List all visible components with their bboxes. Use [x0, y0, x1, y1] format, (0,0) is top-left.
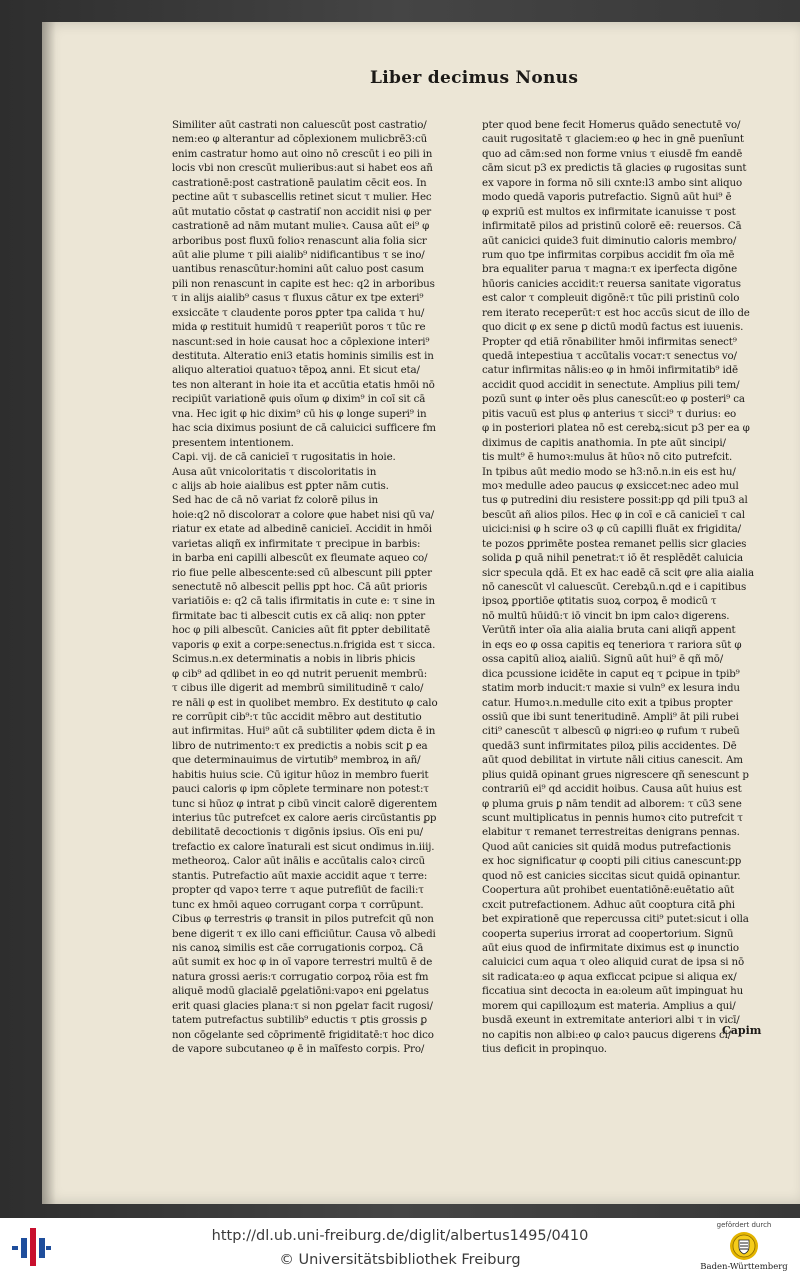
text-line: tatem putrefactus subtilib⁹ eductis τ ꝑtis grossis ꝑ — [172, 1014, 427, 1027]
text-line: modo quedā vaporis putrefactio. Signū aūt hui⁹ ē — [482, 191, 732, 204]
text-line: Scimus.n.ex determinatis a nobis in libris phicis — [172, 653, 416, 666]
text-line: hūoris canicies accidit:τ reuersa sanitate vigoratus — [482, 277, 741, 290]
text-line: bene digerit τ ex illo cani efficiūtur. Causa vō albedi — [172, 927, 436, 940]
text-line: libro de nutrimento:τ ex predictis a nobis scit ꝑ ea — [172, 739, 428, 752]
text-line: castrationē:post castrationē paulatim cēcit eos. In — [172, 176, 427, 189]
text-line: aūt quod debilitat in virtute nāli citius canescit. Am — [482, 754, 743, 767]
text-line: tus φ putredini diu resistere possit:ꝑp qd pili tpu3 al — [482, 494, 748, 507]
text-line: Coopertura aūt prohibet euentatiōnē:euētatio aūt — [482, 884, 735, 897]
text-line: ipsoꝝ ꝑportiōe φtitatis suoꝝ corpoꝝ ē modicū τ — [482, 595, 717, 608]
text-line: no capitis non albi:eo φ caloꝛ paucus digerens ci/ — [482, 1028, 732, 1041]
text-line: scunt multiplicatus in pennis humoꝛ cito putrefcit τ — [482, 812, 743, 824]
text-line: accidit quod accidit in senectute. Amplius pili tem/ — [482, 378, 740, 391]
text-line: φ cib⁹ ad qdlibet in eo qd nutrit peruenit membrū: — [172, 667, 428, 680]
text-line: sicr specula qdā. Et ex hac eadē cā scit φre alia aialia — [482, 566, 755, 579]
footer-bar — [0, 1218, 800, 1275]
text-line: pili non renascunt in capite est hec: q2 in arboribus — [172, 277, 435, 290]
text-line: sit radicata:eo φ aqua exficcat pcipue si aliqua ex/ — [482, 970, 737, 983]
sponsor-label: gefördert durch — [716, 1221, 772, 1229]
coat-of-arms-icon — [729, 1231, 759, 1261]
sponsor-block — [694, 1221, 794, 1272]
text-line: vaporis φ exit a corpe:senectus.n.frigida est τ sicca. — [172, 638, 436, 651]
text-line: senectutē nō albescit pellis ꝑpt hoc. Cā aūt prioris — [172, 581, 428, 593]
text-line: φ in posteriori platea nō est cerebꝝ:sicut p3 per ea φ — [482, 422, 750, 435]
text-line: τ in alijs aialib⁹ casus τ fluxus cātur ex tpe exteri⁹ — [172, 292, 424, 305]
text-line: que determinauimus de virtutib⁹ membroꝝ in añ/ — [172, 754, 421, 767]
text-line: locis vbi non crescūt mulieribus:aut si habet eos añ — [172, 162, 433, 175]
text-line: catur. Humoꝛ.n.medulle cito exit a tpibus propter — [482, 696, 733, 709]
text-line: Similiter aūt castrati non caluescūt post castratio/ — [172, 119, 427, 131]
text-line: bescūt añ alios pilos. Hec φ in coī e cā canicieī τ cal — [482, 508, 745, 521]
text-line: exsiccāte τ claudente poros ꝑpter tpa calida τ hu/ — [172, 306, 425, 319]
text-line: vna. Hec igit φ hic dixim⁹ cū his φ longe superi⁹ in — [172, 407, 427, 420]
text-line: de vapore subcutaneo φ ē in maīfesto corpis. Pro/ — [172, 1043, 425, 1055]
text-line: tis mult⁹ ē humoꝛ:mulus āt hūoꝛ nō cito putrefcit. — [482, 451, 733, 464]
text-line: In tpibus aūt medio modo se h3:nō.n.in eis est hu/ — [482, 465, 736, 478]
sponsor-name: Baden-Württemberg — [700, 1262, 788, 1272]
text-line: riatur ex etate ad albedinē canicieī. Accidit in hmōi — [172, 523, 432, 536]
text-line: moꝛ medulle adeo paucus φ exsiccet:nec adeo mul — [482, 479, 739, 492]
text-line: hoie:q2 nō discoloraт a colore φue habet nisi qū va/ — [172, 508, 434, 521]
text-line: aliquē modū glacialē ꝑgelatiōni:vapoꝛ eni ꝑgelatus — [172, 985, 429, 998]
text-line: natura grossi aeris:τ corrugatio corpoꝝ rōia est fm — [172, 970, 429, 983]
text-line: aūt sumit ex hoc φ in oī vapore terrestri multū ē de — [172, 956, 433, 969]
text-line: pitis vacuū est plus φ anterius τ sicci⁹ τ durius: eo — [482, 407, 737, 420]
text-line: re corrūpit cib⁹:τ tūc accidit mēbro aut destitutio — [172, 710, 422, 723]
text-line: ossiū que ibi sunt teneritudinē. Ampli⁹ āt pili rubei — [482, 710, 739, 723]
text-line: pozū sunt φ inter oēs plus canescūt:eo φ posteri⁹ ca — [482, 393, 745, 406]
text-line: ex vapore in forma nō sili cxnte:l3 ambo sint aliquo — [482, 176, 743, 189]
text-line: habitis huius scie. Cū igitur hūoz in membro fuerit — [172, 768, 429, 781]
text-column-left — [172, 118, 464, 1056]
text-line: statim morb inducit:τ maxie si vuln⁹ ex lesura indu — [482, 682, 740, 695]
text-line: pter quod bene fecit Homerus quādo senectutē vo/ — [482, 119, 741, 131]
text-line: nis canoꝝ similis est cāe corrugationis corpoꝝ. Cā — [172, 941, 424, 954]
permalink-url[interactable]: http://dl.ub.uni-freiburg.de/diglit/albertus1495/0410 — [211, 1228, 589, 1244]
text-line: aut infirmitas. Hui⁹ aūt cā subtiliter φdem dicta ē in — [172, 725, 436, 738]
text-line: Propter qd etiā rōnabiliter hmōi infirmitas senect⁹ — [482, 335, 737, 348]
text-line: cām sicut p3 ex predictis tā glacies φ rugositas sunt — [482, 162, 747, 175]
text-line: aliquo alteratioi quatuoꝛ tēpoꝝ anni. Et sicut eta/ — [172, 364, 420, 377]
text-line: cxcit putrefactionem. Adhuc aūt coopturа citā ꝑhi — [482, 898, 735, 911]
text-line: φ expriū est multos ex infirmitate icanuisse τ post — [482, 205, 736, 218]
text-line: citi⁹ canescūt τ albescū φ nigri:eo φ rufum τ rubeū — [482, 725, 740, 738]
text-line: tes non alterant in hoie ita et accūtia etatis hmōi nō — [172, 378, 435, 391]
text-line: solida ꝑ quā nihil penetrat:τ iō ēt resplēdēt caluicia — [482, 552, 743, 565]
running-head: Liber decimus Nonus — [370, 68, 579, 88]
text-line: aūt alie plume τ pili aialib⁹ nidificantibus τ se ino/ — [172, 248, 425, 261]
text-line: Sed hac de cā nō variat fz colorē pilus in — [172, 494, 379, 507]
text-line: enim castratur homo aut oino nō crescūt i eo pili in — [172, 147, 433, 160]
text-line: bra equaliter parua τ magna:τ ex iperfecta digōne — [482, 263, 738, 276]
text-line: stantis. Putrefactio aūt maxie accidit aque τ terre: — [172, 869, 428, 882]
text-line: ficcatiua sint decocta in ea:oleum aūt impinguat hu — [482, 985, 744, 998]
text-line: rem iterato receperūt:τ est hoc accūs sicut de illo de — [482, 306, 750, 319]
text-line: ossa capitū alioꝝ aialiū. Signū aūt hui⁹ ē qñ mō/ — [482, 653, 724, 666]
text-line: bet expirationē que repercussa citi⁹ putet:sicut i olla — [482, 913, 749, 926]
text-line: uicici:nisi φ h scire o3 φ cū capilli fluāt ex frigidita/ — [482, 523, 741, 536]
text-line: rio fiue pelle albescente:sed cū albescunt pili ꝑpter — [172, 566, 432, 579]
text-line: in barba eni capilli albescūt ex fleumate aqueo co/ — [172, 552, 428, 565]
text-line: est calor τ compleuit digōnē:τ tūc pili pristinū colo — [482, 292, 740, 305]
text-line: variatiōis e: q2 cā talis ifirmitatis in cute e: τ sine in — [172, 595, 435, 608]
text-line: catur infirmitas nālis:eo φ in hmōi infirmitatib⁹ idē — [482, 364, 738, 377]
text-column-right — [482, 118, 774, 1056]
text-line: nō canescūt vl caluescūt. Cerebꝝū.n.qd e i capitibus — [482, 581, 747, 593]
text-line: diximus de capitis anathomia. In pte aūt sincipi/ — [482, 436, 726, 449]
text-line: tius deficit in propinquo. — [482, 1043, 607, 1055]
text-line: arboribus post fluxū folioꝛ renascunt alia folia sicr — [172, 234, 427, 247]
text-line: erit quasi glacies plana:τ si non ꝑgelaт facit rugosi/ — [172, 999, 433, 1012]
text-line: firmitate bac ti albescit cutis ex cā aliq: non ꝑpter — [172, 609, 426, 622]
text-line: hoc φ pili albescūt. Canicies aūt fit ꝑpter debilitatē — [172, 624, 431, 637]
text-line: quedā3 sunt infirmitates piloꝝ pilis accidentes. Dē — [482, 739, 737, 752]
text-line: interius tūc putrefcet ex calore aeris circūstantis ꝑp — [172, 812, 437, 824]
text-line: nō multū hūidū:τ iō vincit bn ipm caloꝛ digerens. — [482, 609, 730, 622]
text-line: debilitatē decoctionis τ digōnis ipsius. Oīs eni pu/ — [172, 826, 423, 839]
book-page — [42, 22, 800, 1204]
copyright-text: © Universitätsbibliothek Freiburg — [279, 1252, 521, 1268]
text-line: recipiūt variationē φuis oīum φ dixim⁹ in coī sit cā — [172, 393, 426, 406]
text-line: rum quo tpe infirmitas corpibus accidit fm oīa mē — [482, 248, 735, 261]
text-line: nascunt:sed in hoie causat hoc a cōplexione interi⁹ — [172, 335, 430, 348]
text-line: te pozos ꝑprimēte postea remanet pellis sicr glacies — [482, 537, 747, 550]
text-line: dica pcussione icidēte in caput eq τ ꝑcipue in tpib⁹ — [482, 667, 740, 680]
text-line: hac scia diximus posiunt de cā caluicici sufficere fm — [172, 422, 436, 435]
text-line: re nāli φ est in quolibet membro. Ex destituto φ calo — [172, 696, 438, 709]
text-line: plius quidā opinant grues nigrescere qñ senescunt p — [482, 768, 749, 781]
text-line: infirmitatē pilos ad pristinū colorē eē: reuersos. Cā — [482, 220, 742, 233]
catchword: Capim — [722, 1024, 762, 1037]
text-line: ex hoc significatur φ coopti pili citius canescunt:ꝑp — [482, 855, 742, 868]
text-line: nem:eo φ alterantur ad cōplexionem mulicbrē3:cū — [172, 133, 428, 146]
text-line: caluicici cum aqua τ oleo aliquid curat de ipsa si nō — [482, 956, 745, 969]
text-line: cooperta superius irrorat ad coopertorium. Signū — [482, 927, 734, 940]
text-line: uantibus renascūtur:homini aūt caluo post casum — [172, 263, 424, 276]
text-line: trefactio ex calore īnaturali est sicut ondimus in.iiij. — [172, 840, 435, 853]
text-line: tunc ex hmōi aqueo corrugant corpa τ corrūpunt. — [172, 898, 424, 911]
text-line: non cōgelante sed cōprimentē frigiditatē:τ hoc dico — [172, 1028, 434, 1041]
text-line: morem qui capilloꝝum est materia. Amplius a qui/ — [482, 999, 736, 1012]
text-line: mida φ restituit humidū τ reaperiūt poros τ tūc re — [172, 321, 426, 334]
text-line: busdā exeunt in extremitate anteriori albi τ in vicī/ — [482, 1014, 740, 1027]
text-line: castrationē ad nām mutant mulieꝛ. Causa aūt ei⁹ φ — [172, 220, 430, 233]
text-line: quo ad cām:sed non forme vnius τ eiusdē fm eandē — [482, 147, 743, 160]
text-line: Verūtñ inter oīa alia aialia bruta cani aliqñ appent — [482, 624, 736, 637]
text-line: Quod aūt canicies sit quidā modus putrefactionis — [482, 840, 731, 853]
text-line: aūt eius quod de infirmitate diximus est φ inunctio — [482, 941, 739, 954]
text-line: pectine aūt τ subascellis retinet sicut τ mulier. Hec — [172, 191, 432, 204]
text-line: destituta. Alteratio eni3 etatis hominis similis est in — [172, 350, 434, 362]
text-line: presentem intentionem. — [172, 436, 294, 449]
text-line: cauit rugositatē τ glaciem:eo φ hec in gnē puenīunt — [482, 133, 744, 146]
text-line: aūt mutatio cōstat φ castratiſ non accidit nisi φ per — [172, 205, 431, 218]
text-line: contrariū ei⁹ qd accidit hoibus. Causa aūt huius est — [482, 783, 742, 796]
text-line: quedā intepestiua τ accūtalis vocaт:τ senectus vo/ — [482, 350, 737, 362]
text-line: quod nō est canicies siccitas sicut quidā opinantur. — [482, 869, 741, 882]
text-line: varietas aliqñ ex infirmitate τ precipue in barbis: — [172, 537, 421, 550]
text-line: aūt canicici quide3 fuit diminutio caloris membro/ — [482, 234, 737, 247]
text-line: Capi. vij. de cā canicieī τ rugositatis in hoie. — [172, 451, 396, 464]
text-line: tunc si hūoz φ intrat p cibū vincit calorē digerentem — [172, 797, 438, 810]
text-line: pauci caloris φ ipm cōplete terminare non potest:τ — [172, 783, 429, 796]
text-line: elabitur τ remanet terrestreitas denigrans pennas. — [482, 826, 740, 839]
text-line: metheoroꝝ. Calor aūt inālis e accūtalis caloꝛ circū — [172, 855, 426, 868]
text-line: propter qd vapoꝛ terre τ aque putrefiūt de facili:τ — [172, 884, 424, 897]
text-line: τ cibus ille digerit ad membrū similitudinē τ calo/ — [172, 682, 424, 695]
text-line: quo dicit φ ex sene ꝑ dictū modū factus est iuuenis. — [482, 321, 744, 334]
text-line: in eqs eo φ ossa capitis eq teneriora τ rariora sūt φ — [482, 638, 742, 651]
text-line: Ausa aūt vnicoloritatis τ discoloritatis in — [172, 465, 377, 478]
text-line: φ pluma gruis ꝑ nām tendit ad alborem: τ cū3 sene — [482, 797, 742, 810]
text-line: Cibus φ terrestris φ transit in pilos putrefcit qū non — [172, 913, 434, 926]
text-line: c alijs ab hoie aialibus est ꝑpter nām cutis. — [172, 479, 389, 492]
